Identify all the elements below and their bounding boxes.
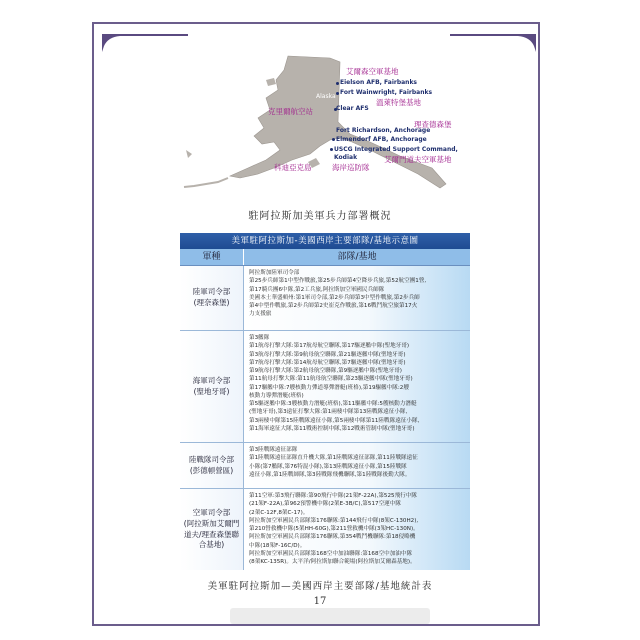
- label-coastguard-cn: 海岸巡防隊: [332, 163, 370, 172]
- marker-eielson: [336, 82, 339, 85]
- table-title: 美軍駐阿拉斯加-美國西岸主要部隊/基地示意圖: [180, 233, 470, 249]
- label-kodiak-en: Kodiak: [334, 154, 358, 161]
- label-elmendorf-en: Elmendorf AFB, Anchorage: [336, 136, 427, 143]
- watermark-logo: [220, 602, 440, 632]
- map-caption: 駐阿拉斯加美軍兵力部署概況: [248, 211, 392, 222]
- cell-unit: 阿拉斯加陸軍司令部 第25步兵師第1中型作戰旅,第25步兵師第4空降步兵旅,第52航空團1營, 第17騎兵團6中隊,第2工兵旅,阿拉斯加空軍國民兵師隊 美國本土華盛頓州:第1軍司令部,第2步兵師第3中型作戰旅,第2步兵師 第4中型作戰旅,第2步兵師第2史崔克作戰旅,第16戰鬥航空旅第17火 力支援旅: [244, 266, 470, 330]
- deployment-table: [180, 233, 470, 570]
- label-clear-cn: 克里爾航空站: [268, 107, 313, 116]
- label-clear-en: Clear AFS: [336, 105, 369, 112]
- marker-uscg: [330, 148, 333, 151]
- label-eielson-cn: 艾爾森空軍基地: [346, 67, 399, 76]
- table-row-marines: [180, 443, 470, 489]
- cell-type: 陸軍司令部 (理奈森堡): [180, 266, 244, 330]
- cell-unit: 第3陸戰隊遠征部隊 第1陸戰隊遠征部隊直升機大隊,第1陸戰隊遠征部隊,第11陸戰隊遠征 小隊(第7艦隊,第76特混小隊),第13陸戰隊遠征小隊,第15陸戰隊 遠征小隊,第1陸戰師隊,第3陸戰隊飛機聯隊,第1陸戰隊後勤大隊。: [244, 443, 470, 488]
- label-richardson-en: Fort Richardson, Anchorage: [336, 127, 431, 134]
- cell-type: 海軍司令部 (聖地牙哥): [180, 331, 244, 442]
- label-elmendorf-cn: 艾爾門道夫空軍基地: [384, 155, 452, 164]
- table-row-army: [180, 266, 470, 331]
- table-row-navy: [180, 331, 470, 443]
- marker-wainwright: [336, 92, 339, 95]
- marker-elmendorf: [332, 138, 335, 141]
- label-uscg-en: USCG Integrated Support Command,: [334, 146, 458, 153]
- table-header: [180, 249, 470, 266]
- header-type: 軍種: [180, 249, 244, 265]
- region-label-alaska: Alaska: [316, 93, 336, 100]
- alaska-map: [170, 50, 470, 190]
- page-number: 17: [313, 596, 327, 607]
- cell-type: 空軍司令部 (阿拉斯加艾爾門 道夫/理查森堡聯 合基地): [180, 489, 244, 570]
- label-wainwright-en: Fort Wainwright, Fairbanks: [340, 89, 433, 96]
- table-caption: 美軍駐阿拉斯加—美國西岸主要部隊/基地統計表: [207, 581, 433, 592]
- cell-type: 陸戰隊司令部 (彭德頓營區): [180, 443, 244, 488]
- label-eielson-en: Eielson AFB, Fairbanks: [340, 79, 418, 86]
- label-kodiak-cn: 科迪亞克島: [274, 163, 312, 172]
- header-unit: 部隊/基地: [337, 252, 377, 262]
- label-greely-cn: 理查德森堡: [414, 120, 452, 129]
- label-wainwright-cn: 溫萊特堡基地: [376, 98, 421, 107]
- cell-unit: 第3艦隊 第1航母打擊大隊:第17航母航空聯隊,第17驅逐艦中隊(聖地牙哥) 第3航母打擊大隊:第9航母航空聯隊,第21驅逐艦中隊(聖地牙哥) 第7航母打擊大隊:第14航母航空聯隊,第7驅逐艦中隊(聖地牙哥) 第9航母打擊大隊:第2航母航空聯隊,第9驅逐艦中隊(聖地牙哥) 第11航母打擊大隊:第11航母航空聯隊,第23驅逐艦中隊(聖地牙哥) 第17驅艦中隊:7艘核動力彈道導彈潛艇(班格),第19驅艦中隊:2艘 核動力導彈潛艇(班格) 第5驅逐艦中隊:3艘核動力潛艇(班格),第11驅艦中隊:5艘核動力潛艇 (聖地牙哥),第3遠征打擊大隊:第1兩棲中隊第13陸戰隊遠征小隊, 第3兩棲中隊第15陸戰隊遠征小隊,第5兩棲中隊第11陸戰隊遠征小隊, 第1海軍遠征大隊,第11戰術控制中隊,第12戰術管制中隊(聖地牙哥): [244, 331, 470, 442]
- cell-unit: 第11空軍:第3飛行聯隊:第90飛行中隊(21架F-22A),第525飛行中隊 (21架F-22A),第962預警機中隊(2架E-3B/C),第517空運中隊 (2架C-12F,8架C-17)。 阿拉斯加空軍國民兵部隊第176聯隊:第144飛行中隊(8架C-130H2), 第210營救機中隊(5架HH-60G),第211營救機中隊(3架HC-130N)。 阿拉斯加空軍國民兵部隊第176聯隊,第354戰鬥機聯隊:第18侵略機 中隊(18架F-16C/D)。 阿拉斯加空軍國民兵部隊第168空中加油聯隊:第168空中加油中隊 (8架KC-135R)。太平洋/阿拉斯加聯合範場(阿拉斯加艾爾森基地)。: [244, 489, 470, 570]
- table-row-airforce: [180, 489, 470, 570]
